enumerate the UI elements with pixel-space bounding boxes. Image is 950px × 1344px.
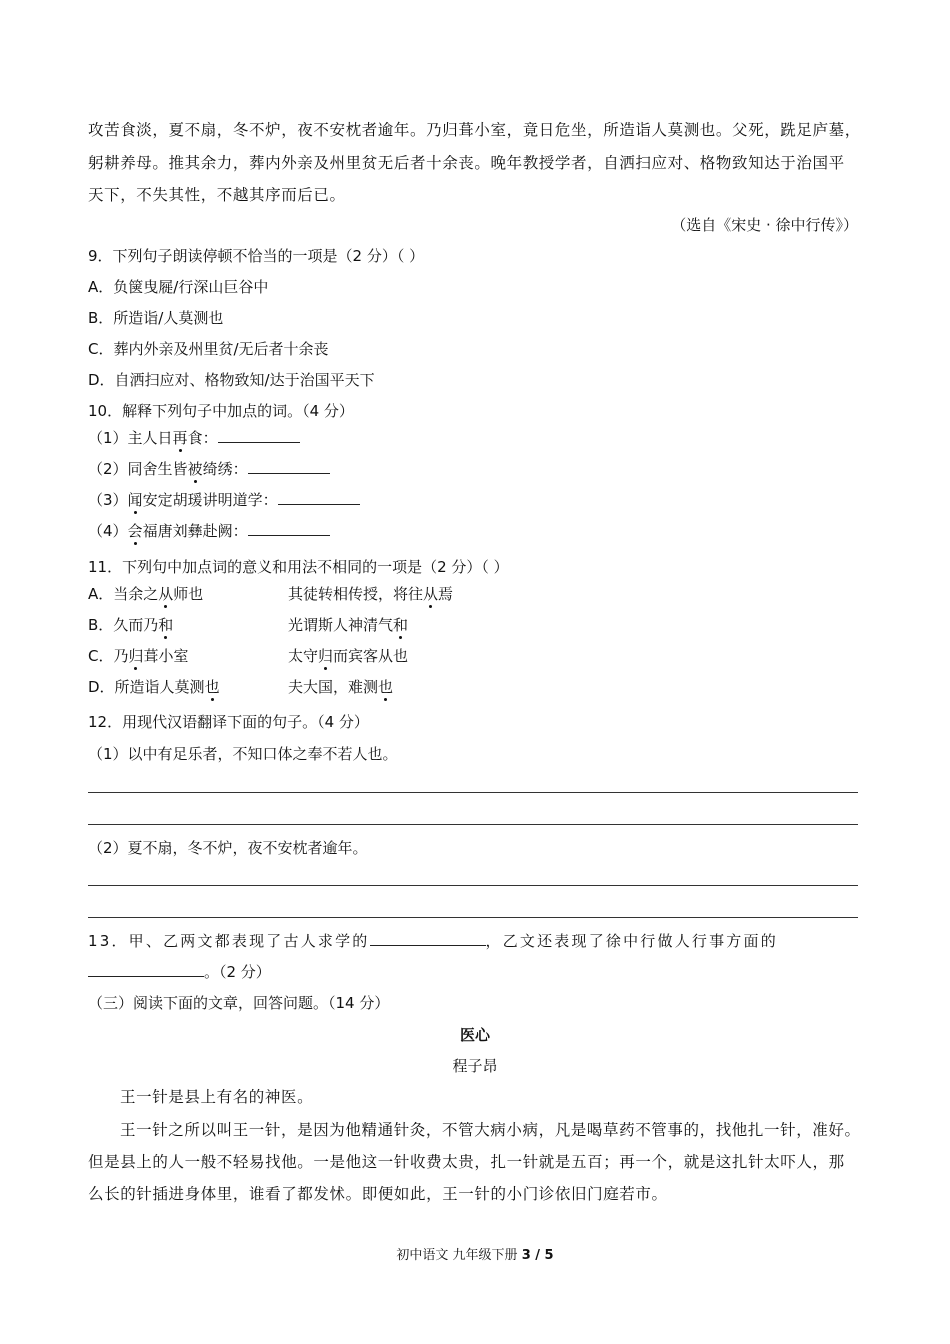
q10-item-2-dotted-word: 被 (187, 460, 203, 478)
q11-b-left-pre: B．久而乃 (88, 616, 159, 634)
q11-stem: 11．下列句中加点词的意义和用法不相同的一项是（2 分）（ ） (88, 558, 509, 576)
q10-item-4-pre: （4） (88, 522, 128, 540)
page-footer (0, 1246, 950, 1266)
q11-b-right (288, 615, 408, 635)
q12-answer-line-2[interactable] (88, 824, 858, 825)
q10-item-1-pre: （1）主人日 (88, 429, 173, 447)
q12-answer-line-4[interactable] (88, 917, 858, 918)
passage-line-1: 攻苦食淡，夏不扇，冬不炉，夜不安枕者逾年。乃归葺小室，竟日危坐，所造诣人莫测也。父死，跣足庐墓， (88, 121, 861, 139)
q11-a-right (288, 584, 453, 604)
q11-b-left-dot: 和 (158, 616, 174, 634)
q10-item-3-dotted-word: 闻 (127, 491, 143, 509)
q9-option-c: C．葬内外亲及州里贫/无后者十余丧 (88, 340, 329, 358)
q10-item-4-blank[interactable] (248, 521, 330, 536)
footer-text: 初中语文 九年级下册 (396, 1248, 522, 1263)
q13-line-1-pre: 13．甲、乙两文都表现了古人求学的 (88, 932, 370, 950)
q11-a-left-pre: A．当余之 (88, 585, 159, 603)
q9-option-b: B．所造诣/人莫测也 (88, 309, 224, 327)
article-title: 医心 (459, 1026, 490, 1044)
passage-line-2: 躬耕养母。推其余力，葬内外亲及州里贫无后者十余丧。晚年教授学者，自洒扫应对、格物致知达于治国平 (88, 154, 845, 172)
q10-item-2-blank[interactable] (248, 459, 330, 474)
q11-a-right-post: 焉 (438, 585, 454, 603)
article-author: 程子昂 (452, 1057, 498, 1075)
q9-option-a: A．负箧曳屣/行深山巨谷中 (88, 278, 269, 296)
q11-d-right-pre: 夫大国，难测 (288, 678, 379, 696)
q10-item-4 (88, 521, 330, 541)
q11-option-a (88, 584, 858, 604)
q11-c-left-dot: 归 (128, 647, 144, 665)
passage-line-3: 天下，不失其性，不越其序而后已。 (88, 186, 346, 204)
article-paragraph-1: 王一针是县上有名的神医。 (120, 1088, 314, 1106)
q11-option-c (88, 646, 858, 666)
q10-item-4-dotted-word: 会 (127, 522, 143, 540)
q10-item-3-pre: （3） (88, 491, 128, 509)
q13-line-2 (88, 962, 271, 982)
q9-option-d: D．自洒扫应对、格物致知/达于治国平天下 (88, 371, 375, 389)
q11-a-left-dot: 从 (158, 585, 174, 603)
q10-item-2 (88, 459, 330, 479)
article-paragraph-2-line-1: 王一针之所以叫王一针，是因为他精通针灸，不管大病小病，凡是喝草药不管事的，找他扎一针，准好。 (120, 1121, 861, 1139)
q10-item-3 (88, 490, 360, 510)
q11-c-right-dot: 归 (318, 647, 334, 665)
q9-stem: 9．下列句子朗读停顿不恰当的一项是（2 分）（ ） (88, 247, 425, 265)
article-paragraph-2-line-2: 但是县上的人一般不轻易找他。一是他这一针收费太贵，扎一针就是五百；再一个，就是这扎针太吓人，那 (88, 1153, 845, 1171)
q11-a-right-dot: 从 (423, 585, 439, 603)
q11-c-right-pre: 太守 (288, 647, 319, 665)
q12-sentence-2: （2）夏不扇，冬不炉，夜不安枕者逾年。 (88, 839, 368, 857)
q10-stem: 10．解释下列句子中加点的词。（4 分） (88, 402, 354, 420)
q11-c-left-pre: C．乃 (88, 647, 129, 665)
q11-d-right (288, 677, 393, 697)
footer-page-number: 3 / 5 (521, 1248, 554, 1263)
q13-line-1-post: ，乙文还表现了徐中行做人行事方面的 (485, 932, 778, 950)
q12-sentence-1: （1）以中有足乐者，不知口体之奉不若人也。 (88, 745, 398, 763)
section3-heading: （三）阅读下面的文章，回答问题。（14 分） (88, 994, 390, 1012)
q12-answer-line-1[interactable] (88, 792, 858, 793)
q11-d-left-dot: 也 (204, 678, 220, 696)
q11-a-left-post: 师也 (173, 585, 204, 603)
q11-b-right-dot: 和 (393, 616, 409, 634)
q11-option-d (88, 677, 858, 697)
q11-b-right-pre: 光谓斯人神清气 (288, 616, 394, 634)
q11-c-right (288, 646, 408, 666)
q12-stem: 12．用现代汉语翻译下面的句子。（4 分） (88, 713, 369, 731)
q13-line-2-post: 。（2 分） (204, 963, 271, 981)
q11-option-b (88, 615, 858, 635)
q10-item-2-post: 绮绣： (202, 460, 248, 478)
q10-item-2-pre: （2）同舍生皆 (88, 460, 188, 478)
q10-item-1-blank[interactable] (218, 428, 300, 443)
q10-item-3-post: 安定胡瑗讲明道学： (142, 491, 278, 509)
q10-item-3-blank[interactable] (278, 490, 360, 505)
q10-item-1 (88, 428, 300, 448)
q10-item-4-post: 福唐刘彝赴阙： (142, 522, 248, 540)
q12-answer-line-3[interactable] (88, 885, 858, 886)
q11-d-left-pre: D．所造诣人莫测 (88, 678, 205, 696)
article-paragraph-2-line-3: 么长的针插进身体里，谁看了都发怵。即便如此，王一针的小门诊依旧门庭若市。 (88, 1185, 668, 1203)
q11-c-right-post: 而宾客从也 (333, 647, 409, 665)
q10-item-1-post: 食： (187, 429, 218, 447)
q13-line-1 (88, 931, 858, 951)
passage-source: （选自《宋史 · 徐中行传》） (671, 216, 858, 234)
q11-c-left-post: 葺小室 (143, 647, 189, 665)
q10-item-1-dotted-word: 再 (172, 429, 188, 447)
q11-a-right-pre: 其徒转相传授，将往 (288, 585, 424, 603)
q11-d-right-dot: 也 (378, 678, 394, 696)
q13-blank-2[interactable] (88, 962, 204, 977)
q13-blank-1[interactable] (370, 931, 486, 946)
